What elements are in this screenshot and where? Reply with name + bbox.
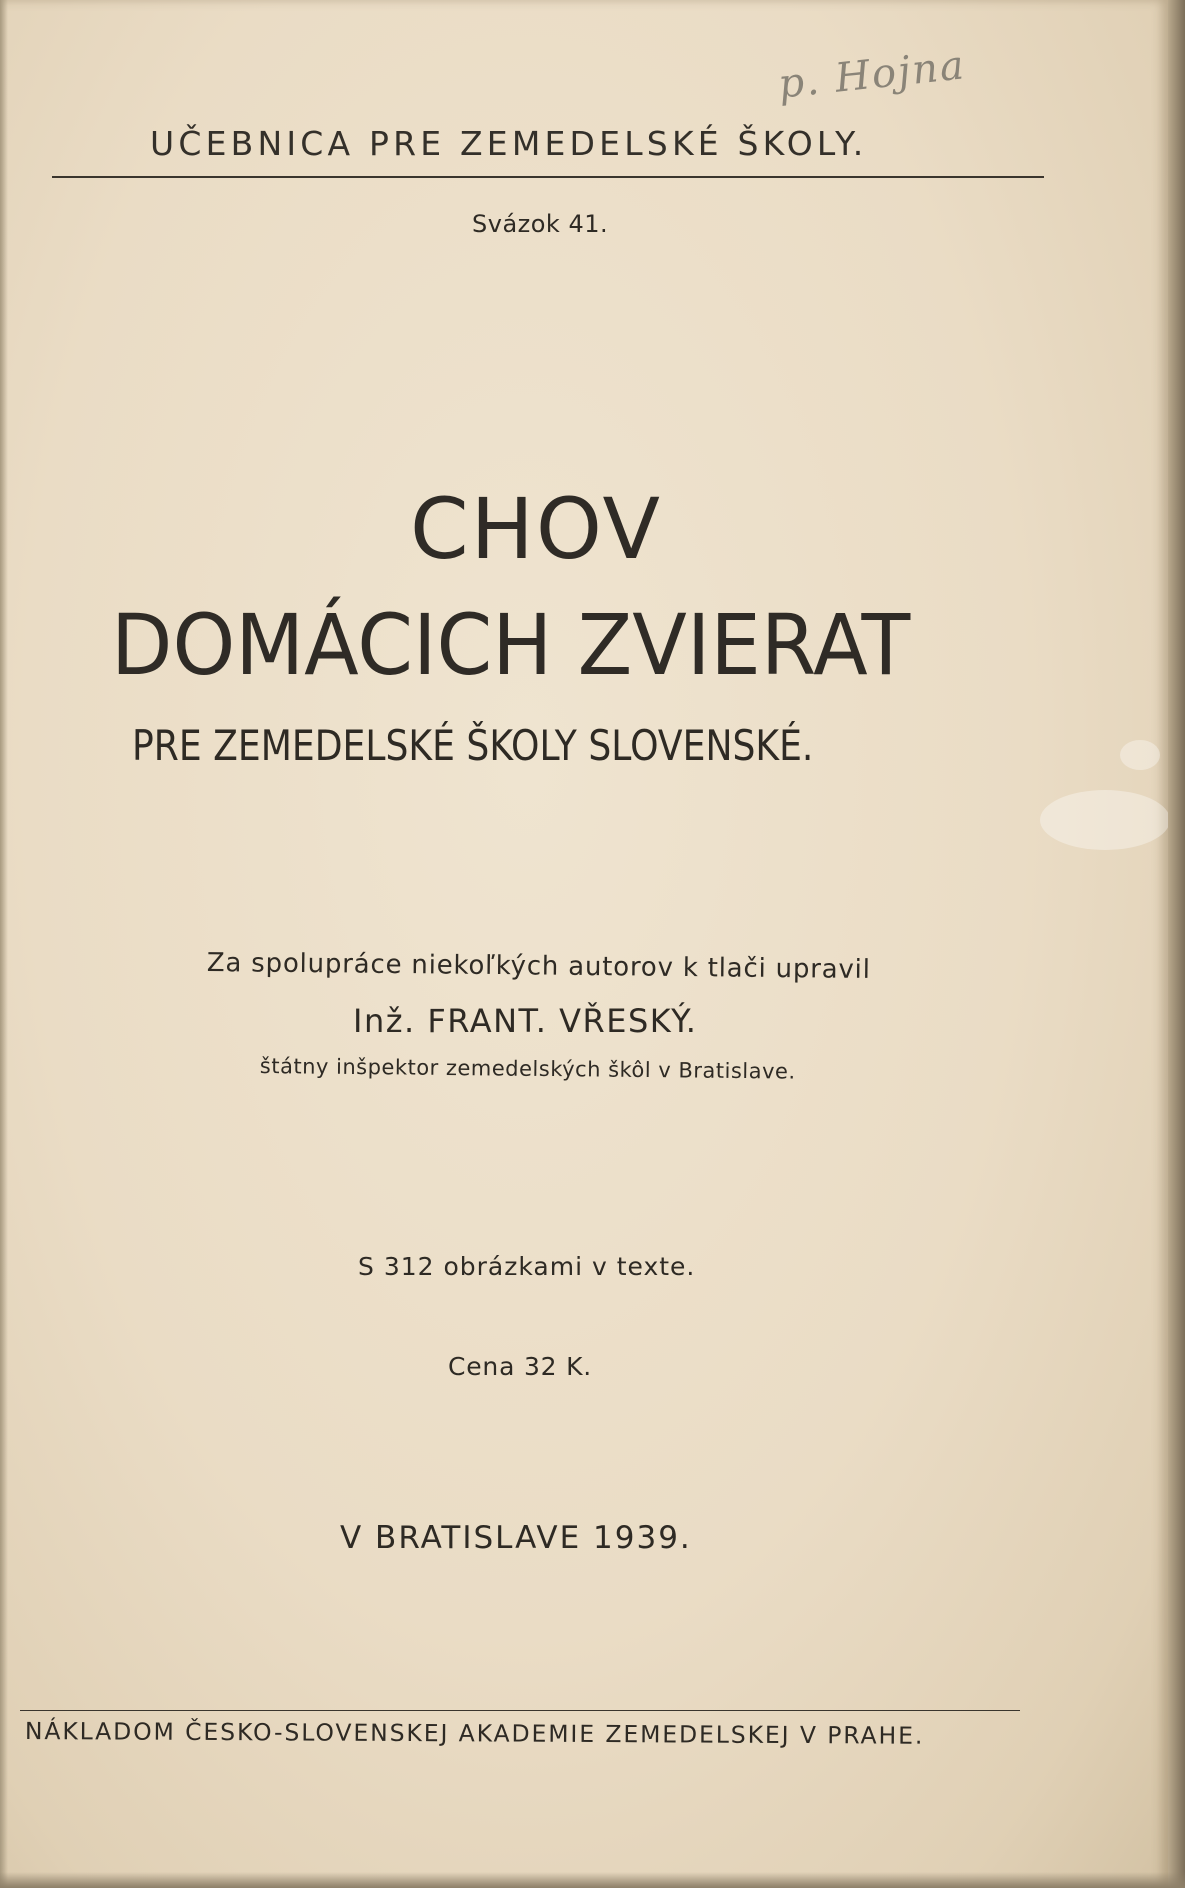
author-position: štátny inšpektor zemedelských škôl v Bratislave. — [259, 1054, 796, 1084]
series-rule — [52, 176, 1044, 178]
volume-number: Svázok 41. — [472, 210, 609, 238]
page-left-edge — [0, 0, 8, 1888]
price: Cena 32 K. — [448, 1352, 593, 1381]
author-name: Inž. FRANT. VŘESKÝ. — [353, 1002, 698, 1040]
title-line-2: DOMÁCICH ZVIERAT — [111, 596, 911, 694]
page-right-edge — [1168, 0, 1185, 1888]
publisher-line: NÁKLADOM ČESKO-SLOVENSKEJ AKADEMIE ZEMEDELSKEJ V PRAHE. — [24, 1717, 925, 1750]
series-title: UČEBNICA PRE ZEMEDELSKÉ ŠKOLY. — [150, 124, 868, 163]
paper-stain — [1040, 790, 1170, 850]
publisher-rule — [20, 1710, 1020, 1711]
figures-note: S 312 obrázkami v texte. — [358, 1252, 696, 1281]
handwritten-note: p. Hojna — [776, 42, 968, 108]
place-and-year: V BRATISLAVE 1939. — [340, 1520, 692, 1556]
paper-stain — [1120, 740, 1160, 770]
title-line-1: CHOV — [410, 480, 662, 578]
page-bottom-edge — [0, 1872, 1185, 1888]
subtitle: PRE ZEMEDELSKÉ ŠKOLY SLOVENSKÉ. — [132, 721, 814, 770]
collaboration-note: Za spolupráce niekoľkých autorov k tlači upravil — [206, 948, 871, 985]
